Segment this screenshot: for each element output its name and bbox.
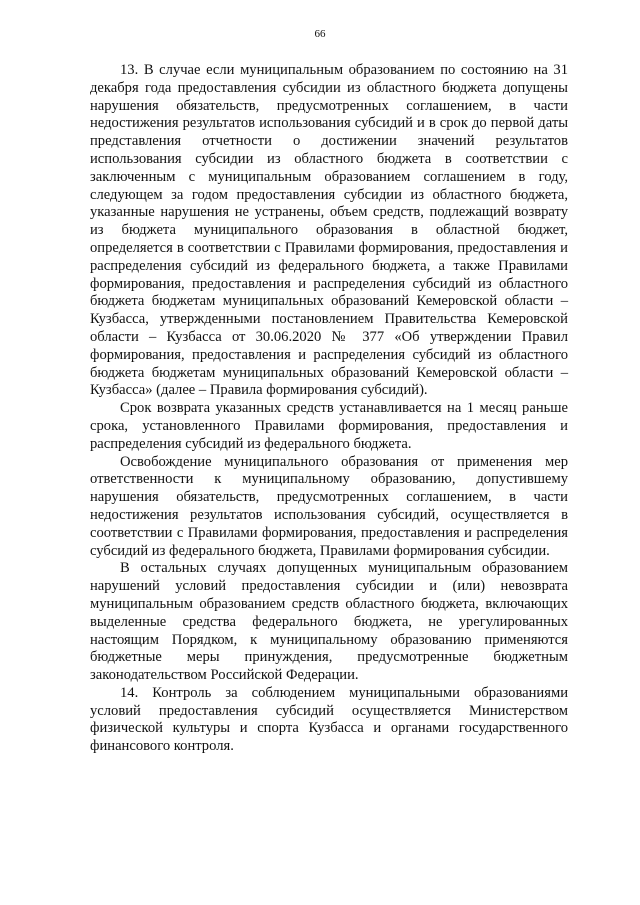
paragraph-14-control: 14. Контроль за соблюдением муниципальными образованиями условий предоставления субсидий осуществляется Министерством физической культуры и спорта Кузбасса и органами государственного финансового контроля. bbox=[90, 684, 568, 755]
paragraph-liability-exemption: Освобождение муниципального образования от применения мер ответственности к муниципальному образованию, допустившему нарушения обязательств, предусмотренных соглашением, в части недостижения результатов использования субсидий, осуществляется в соответствии с Правилами формирования, предоставления и распределения субсидий из федерального бюджета, Правилами формирования субсидии. bbox=[90, 453, 568, 559]
paragraph-refund-deadline: Срок возврата указанных средств устанавливается на 1 месяц раньше срока, установленного Правилами формирования, предоставления и распределения субсидий из федерального бюджета. bbox=[90, 400, 568, 452]
paragraph-13-refund-conditions: 13. В случае если муниципальным образованием по состоянию на 31 декабря года предоставления субсидии из областного бюджета допущены нарушения обязательств, предусмотренных соглашением, в части недостижения результатов использования субсидий и в срок до первой даты представления отчетности о достижении значений результатов использования субсидии из областного бюджета в соответствии с заключенным с муниципальным образованием соглашением в году, следующем за годом предоставления субсидии из областного бюджета, указанные нарушения не устранены, объем средств, подлежащий возврату из бюджета муниципального образования в областной бюджет, определяется в соответствии с Правилами формирования, предоставления и распределения субсидий из федерального бюджета, а также Правилами формирования, предоставления и распределения субсидий из областного бюджета бюджетам муниципальных образований Кемеровской области – Кузбасса, утвержденными постановлением Правительства Кемеровской области – Кузбасса от 30.06.2020 № 377 «Об утверждении Правил формирования, предоставления и распределения субсидий из областного бюджета бюджетам муниципальных образований Кемеровской области – Кузбасса» (далее – Правила формирования субсидий). bbox=[90, 62, 568, 399]
page-number: 66 bbox=[314, 28, 326, 40]
document-body bbox=[90, 62, 568, 756]
paragraph-other-violations: В остальных случаях допущенных муниципальным образованием нарушений условий предоставления субсидии и (или) невозврата муниципальным образованием средств областного бюджета, включающих выделенные средства федерального бюджета, не урегулированных настоящим Порядком, к муниципальному образованию применяются бюджетные меры принуждения, предусмотренные бюджетным законодательством Российской Федерации. bbox=[90, 560, 568, 684]
